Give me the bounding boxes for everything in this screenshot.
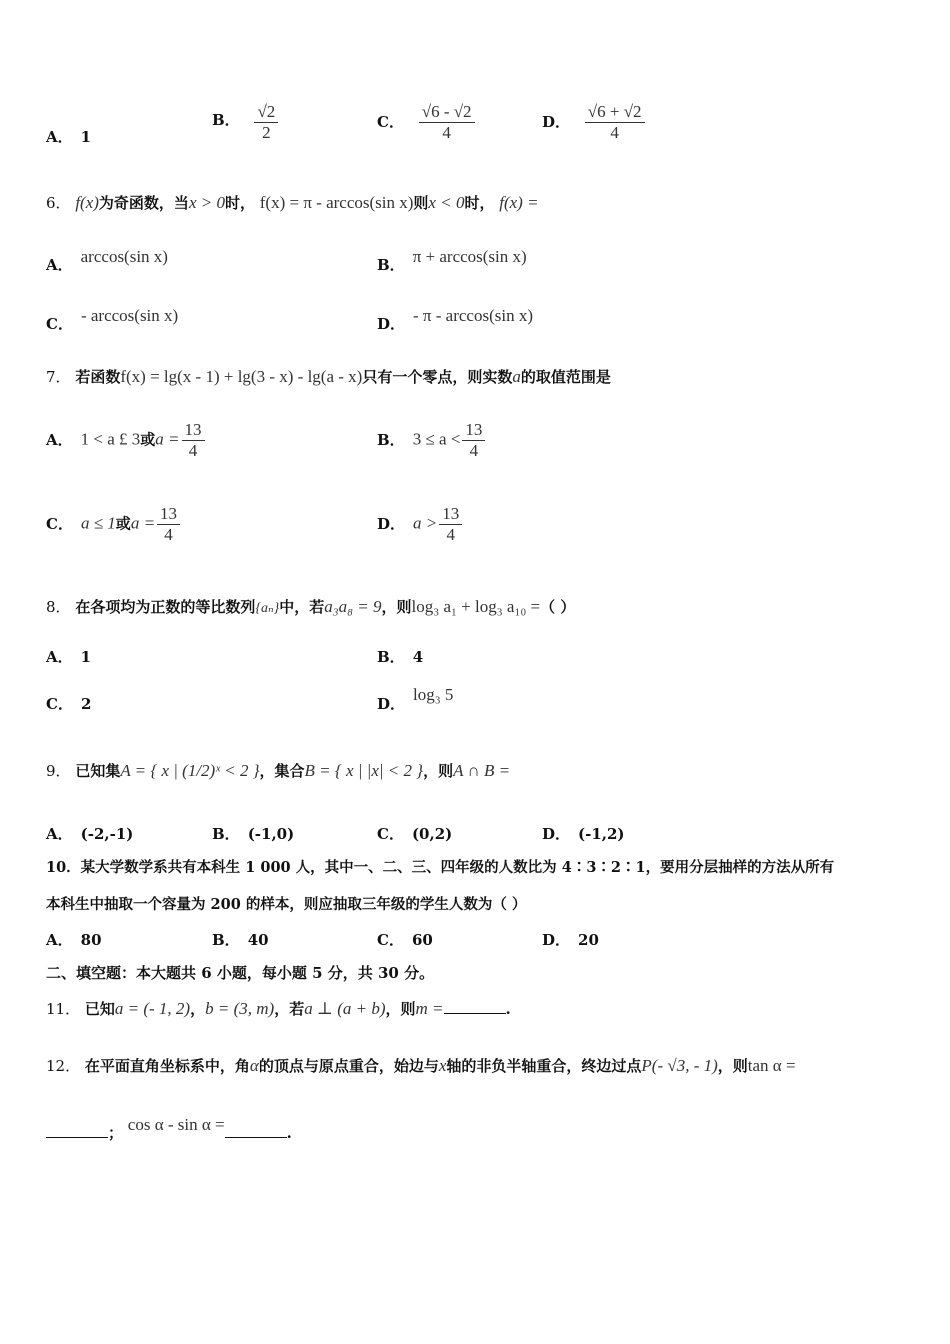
- question-text: 为奇函数，当: [98, 194, 189, 212]
- option-text: (-1,2): [578, 825, 625, 843]
- q8-option-c: [46, 693, 91, 714]
- option-text: (0,2): [411, 825, 453, 843]
- q10-option-a: [46, 929, 102, 950]
- question-text: ，则: [385, 1000, 416, 1018]
- math: b = (3, m): [205, 999, 275, 1018]
- math: m =: [415, 999, 444, 1018]
- fraction: [585, 102, 645, 143]
- question-text: 的顶点与原点重合，始边与: [258, 1057, 439, 1075]
- math: f(x) = lg(x - 1) + lg(3 - x) - lg(a - x): [120, 367, 363, 386]
- q10-option-b: [212, 929, 269, 950]
- option-text: 20: [578, 931, 599, 949]
- math: a >: [413, 513, 438, 533]
- q5-option-c: [377, 102, 477, 143]
- option-label: A．: [46, 128, 73, 146]
- option-text: π + arccos(sin x): [412, 247, 527, 266]
- option-text: 1: [80, 128, 92, 146]
- question-number: 8．: [46, 598, 71, 616]
- option-label: B．: [212, 931, 240, 949]
- answer-blank[interactable]: [46, 1123, 108, 1138]
- question-11: [46, 998, 910, 1020]
- option-text: 或: [140, 430, 156, 449]
- question-number: 9．: [46, 762, 71, 780]
- math: 1 < a £ 3: [80, 429, 141, 449]
- option-label: A．: [46, 256, 73, 274]
- option-text: 1: [80, 648, 92, 666]
- option-label: C．: [46, 695, 73, 713]
- math: a: [512, 367, 521, 386]
- math: {aₙ}: [255, 601, 280, 616]
- question-10-line2: 本科生中抽取一个容量为 200 的样本，则应抽取三年级的学生人数为（ ）: [46, 896, 527, 913]
- question-12: [46, 1055, 910, 1077]
- option-text: arccos(sin x): [80, 247, 168, 266]
- math: B = { x | |x| < 2 }: [304, 761, 424, 780]
- q6-option-d: [377, 305, 533, 333]
- numerator: 13: [157, 504, 180, 525]
- q8-option-a: [46, 646, 91, 667]
- denominator: 2: [262, 123, 271, 142]
- question-text: ，: [190, 1000, 206, 1018]
- math: a =: [155, 429, 180, 449]
- denominator: 4: [188, 441, 198, 460]
- answer-blank[interactable]: [225, 1123, 287, 1138]
- fraction: [182, 420, 205, 461]
- q9-option-a: [46, 823, 133, 844]
- math: f(x): [75, 193, 99, 212]
- question-number: 7．: [46, 368, 71, 386]
- math: P(- √3, - 1): [641, 1056, 718, 1075]
- denominator: 4: [442, 123, 451, 142]
- option-text: 或: [115, 514, 131, 533]
- option-text: - π - arccos(sin x): [413, 306, 533, 325]
- option-label: D．: [377, 315, 406, 333]
- q7-option-d: [377, 504, 464, 545]
- option-label: D．: [542, 825, 571, 843]
- math: x > 0: [188, 193, 225, 212]
- option-text: (-1,0): [247, 825, 295, 843]
- question-text: .: [286, 1124, 292, 1142]
- question-text: 中，若: [279, 598, 325, 616]
- numerator: √2: [254, 102, 278, 123]
- option-text: 2: [80, 695, 92, 713]
- q8-option-b: [377, 646, 423, 667]
- question-8: [46, 596, 910, 620]
- question-text: ，则: [381, 598, 412, 616]
- math: cos α - sin α =: [127, 1115, 225, 1134]
- question-9: [46, 760, 910, 782]
- option-label: A．: [46, 648, 73, 666]
- question-10-line1: 10．某大学数学系共有本科生 1 000 人，其中一、二、三、四年级的人数比为 4∶3∶2∶1，要用分层抽样的方法从所有: [46, 859, 835, 876]
- math: 3 ≤ a <: [412, 429, 461, 449]
- question-text: 若函数: [75, 368, 121, 386]
- fraction: [157, 504, 180, 545]
- question-text: 轴的非负半轴重合，终边过点: [446, 1057, 642, 1075]
- math: log₃ a₁ + log₃ a₁₀ =: [411, 597, 541, 616]
- question-number: 11．: [46, 1000, 81, 1018]
- q10-option-d: [542, 929, 599, 950]
- math: a =: [130, 513, 156, 533]
- question-text: 的取值范围是: [520, 368, 611, 386]
- question-text: 则: [413, 194, 429, 212]
- option-label: B．: [377, 430, 405, 449]
- question-text: .: [505, 1000, 511, 1018]
- math: x: [438, 1056, 447, 1075]
- q5-option-d: [542, 102, 647, 143]
- numerator: 13: [462, 420, 485, 441]
- question-7: [46, 366, 910, 388]
- section-heading: 二、填空题：本大题共 6 小题，每小题 5 分，共 30 分。: [46, 964, 435, 982]
- option-text: (-2,-1): [80, 825, 134, 843]
- denominator: 4: [469, 441, 479, 460]
- question-text: ，若: [274, 1000, 305, 1018]
- option-label: D．: [377, 514, 406, 533]
- denominator: 4: [164, 525, 173, 544]
- fraction: [462, 420, 485, 461]
- option-text: 4: [412, 648, 424, 666]
- math: f(x) = π - arccos(sin x): [259, 193, 414, 212]
- fraction: [419, 102, 475, 143]
- numerator: 13: [182, 420, 205, 441]
- question-text: 在平面直角坐标系中，角: [84, 1057, 250, 1075]
- q10-option-c: [377, 929, 433, 950]
- q9-option-d: [542, 823, 625, 844]
- question-text: ，则: [423, 762, 454, 780]
- q5-option-b: [212, 102, 280, 143]
- numerator: 13: [439, 504, 462, 525]
- question-text: 在各项均为正数的等比数列: [75, 598, 256, 616]
- math: α: [249, 1056, 259, 1075]
- q9-option-c: [377, 823, 452, 844]
- math: a = (- 1, 2): [114, 999, 191, 1018]
- math: tan α =: [747, 1056, 796, 1075]
- option-label: B．: [212, 825, 240, 843]
- math: A = { x | (1/2)ˣ < 2 }: [120, 761, 260, 780]
- math: a ≤ 1: [80, 513, 116, 533]
- option-label: C．: [377, 825, 404, 843]
- option-label: A．: [46, 931, 73, 949]
- option-label: B．: [377, 256, 405, 274]
- question-12-blanks: [46, 1115, 910, 1144]
- answer-paren: （ ）: [540, 598, 576, 616]
- option-label: C．: [377, 112, 404, 131]
- numerator: √6 + √2: [585, 102, 645, 123]
- denominator: 4: [610, 123, 619, 142]
- option-text: 80: [80, 931, 102, 949]
- q7-option-b: [377, 420, 487, 461]
- math: A ∩ B =: [453, 761, 511, 780]
- option-text: 40: [247, 931, 269, 949]
- fraction: [254, 102, 278, 143]
- question-6: [46, 192, 910, 214]
- question-text: ，则: [717, 1057, 748, 1075]
- q5-option-a: [46, 126, 91, 147]
- option-label: B．: [212, 110, 240, 129]
- math: x < 0: [428, 193, 465, 212]
- q6-option-c: [46, 305, 179, 333]
- math: a ⊥ (a + b): [304, 999, 386, 1018]
- question-text: 时，: [464, 194, 495, 212]
- question-text: ；: [108, 1124, 124, 1142]
- option-text: log₃ 5: [413, 685, 454, 704]
- q6-option-b: [377, 246, 527, 274]
- q7-option-c: [46, 504, 182, 545]
- option-label: C．: [46, 315, 73, 333]
- q7-option-a: [46, 420, 207, 461]
- option-text: 60: [411, 931, 433, 949]
- numerator: √6 - √2: [419, 102, 475, 123]
- option-label: B．: [377, 648, 405, 666]
- denominator: 4: [446, 525, 455, 544]
- option-label: A．: [46, 825, 73, 843]
- math: f(x) =: [499, 193, 539, 212]
- fraction: [439, 504, 462, 545]
- q9-option-b: [212, 823, 294, 844]
- option-label: C．: [377, 931, 404, 949]
- question-text: ，集合: [259, 762, 305, 780]
- question-number: 12．: [46, 1057, 81, 1075]
- math: a₃a₈ = 9: [324, 597, 382, 616]
- option-text: - arccos(sin x): [80, 306, 179, 325]
- question-number: 6．: [46, 194, 71, 212]
- question-text: 只有一个零点，则实数: [362, 368, 513, 386]
- question-text: 已知集: [75, 762, 121, 780]
- option-label: D．: [542, 931, 571, 949]
- option-label: D．: [542, 112, 571, 131]
- answer-blank[interactable]: [444, 999, 506, 1014]
- option-label: A．: [46, 430, 73, 449]
- question-text: 已知: [84, 1000, 115, 1018]
- q6-option-a: [46, 246, 168, 274]
- option-label: D．: [377, 695, 406, 713]
- q8-option-d: [377, 684, 454, 713]
- question-text: 时，: [224, 194, 255, 212]
- option-label: C．: [46, 514, 73, 533]
